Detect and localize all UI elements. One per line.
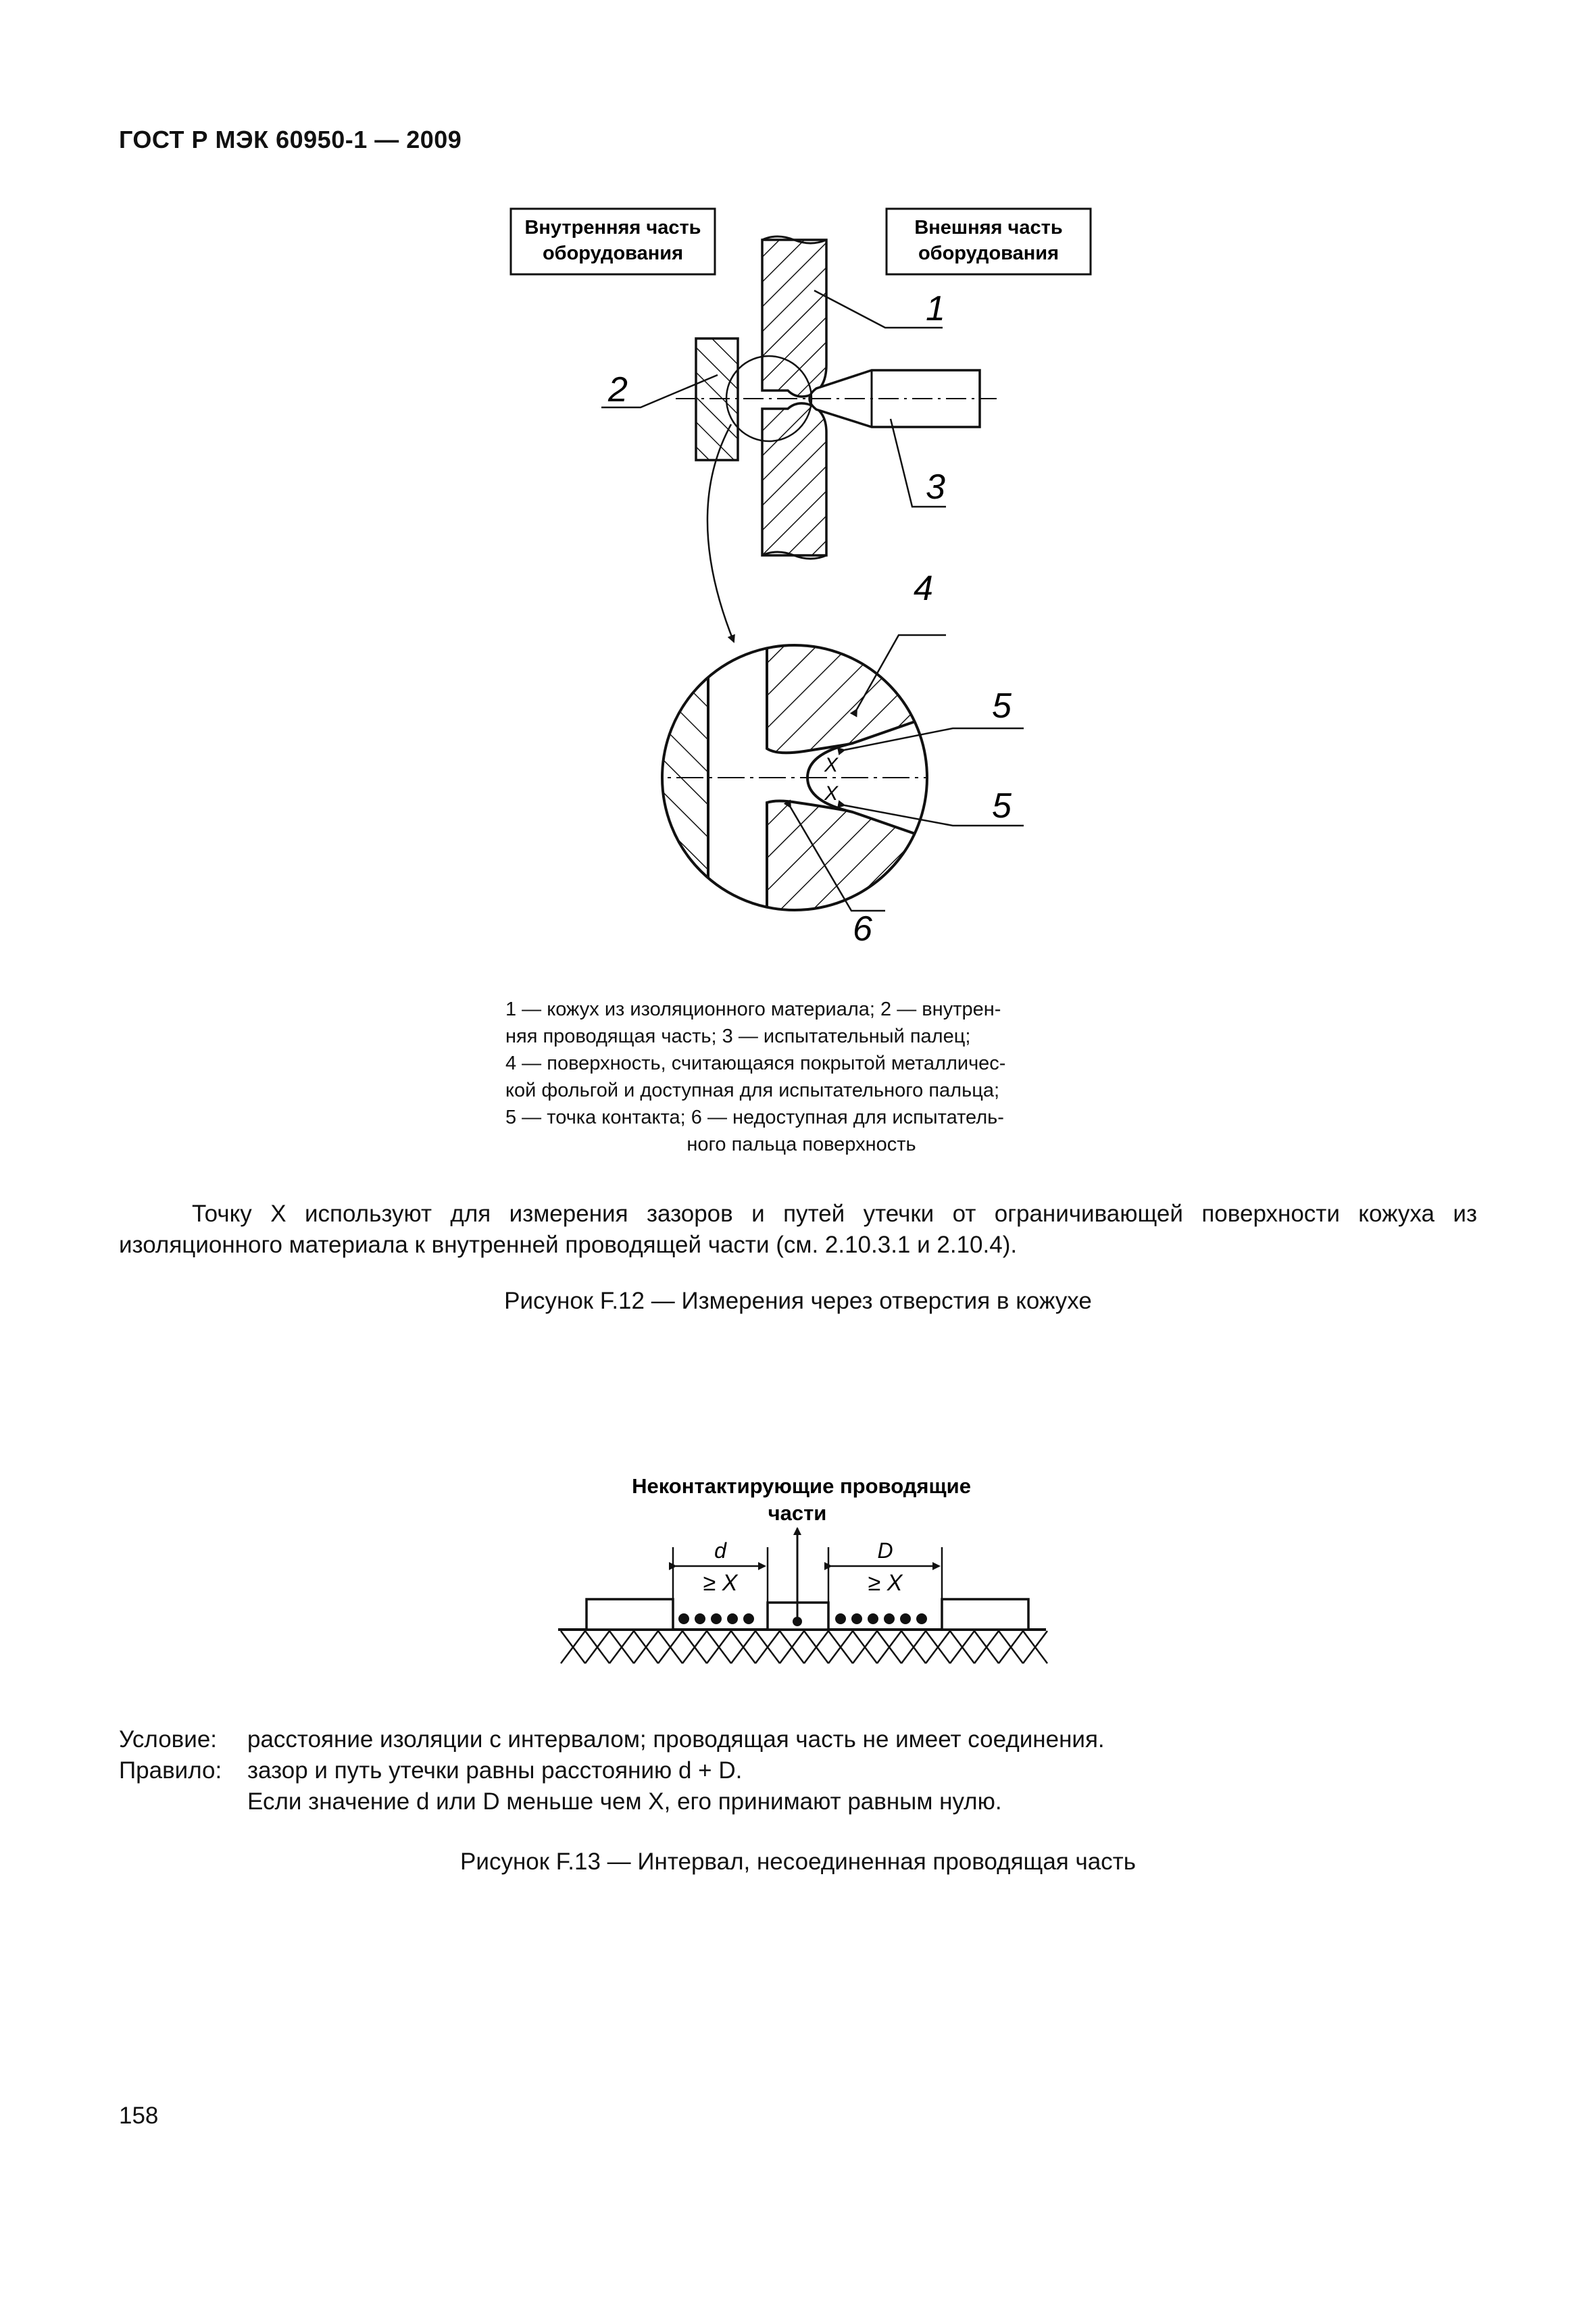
inner-box-line2: оборудования — [542, 243, 684, 264]
f13-title-line2: части — [768, 1501, 827, 1525]
callout-6: 6 — [853, 909, 872, 949]
outer-box-line2: оборудования — [918, 243, 1059, 264]
callout-4: 4 — [914, 569, 933, 608]
legend-line: кой фольгой и доступная для испытательного пальца; — [505, 1080, 1000, 1101]
callout-1: 1 — [926, 289, 945, 328]
dim-d-label: d — [714, 1538, 726, 1563]
legend-line: няя проводящая часть; 3 — испытательный палец; — [505, 1026, 971, 1047]
legend-line: 1 — кожух из изоляционного материала; 2 — внутрен- — [505, 999, 1001, 1020]
rule-text-1: зазор и путь утечки равны расстоянию d + D. — [247, 1757, 743, 1784]
document-header: ГОСТ Р МЭК 60950-1 — 2009 — [119, 126, 462, 153]
rule-label: Правило: — [119, 1757, 222, 1784]
inner-box-line1: Внутренняя часть — [524, 217, 701, 238]
page-number: 158 — [119, 2103, 159, 2129]
right-conductor — [942, 1599, 1028, 1630]
condition-text: расстояние изоляции с интервалом; проводящая часть не имеет соединения. — [247, 1726, 1105, 1753]
legend-line: ного пальца поверхность — [687, 1134, 916, 1155]
legend-line: 5 — точка контакта; 6 — недоступная для испытатель- — [505, 1107, 1004, 1128]
figure12-body-text: Точку X используют для измерения зазоров и путей утечки от ограничивающей поверхности кожуха из изоляционного материала к внутренней проводящей части (см. 2.10.3.1 и 2.10.4). — [119, 1201, 1477, 1258]
condition-line — [119, 1724, 1105, 1755]
figure13-diagram — [558, 1474, 1047, 1663]
callout-5b: 5 — [992, 786, 1012, 826]
x-mark-upper: X — [824, 754, 839, 776]
left-conductor — [587, 1599, 673, 1630]
enclosure-upper — [762, 240, 826, 397]
legend-line: 4 — поверхность, считающаяся покрытой металличес- — [505, 1053, 1006, 1074]
rule-line — [119, 1755, 742, 1786]
enclosure-lower — [762, 403, 826, 555]
callout-5a: 5 — [992, 686, 1012, 726]
outer-box-line1: Внешняя часть — [914, 217, 1063, 238]
callout-3: 3 — [926, 468, 945, 507]
condition-label: Условие: — [119, 1726, 218, 1753]
callout-2: 2 — [608, 370, 628, 409]
ge-x-right: ≥ X — [868, 1570, 903, 1596]
figure13-caption: Рисунок F.13 — Интервал, несоединенная проводящая часть — [460, 1848, 1136, 1875]
figure12-caption: Рисунок F.12 — Измерения через отверстия в кожухе — [504, 1288, 1092, 1314]
figure12-legend — [505, 996, 1097, 1158]
ge-x-left: ≥ X — [703, 1570, 738, 1596]
figure12-upper-view — [511, 209, 1091, 642]
figure12-detail-view — [635, 569, 1024, 949]
x-mark-lower: X — [824, 782, 839, 805]
rule-text-2: Если значение d или D меньше чем X, его принимают равным нулю. — [247, 1788, 1002, 1815]
f13-title-line1: Неконтактирующие проводящие — [632, 1474, 971, 1498]
dim-D-label: D — [877, 1538, 893, 1563]
